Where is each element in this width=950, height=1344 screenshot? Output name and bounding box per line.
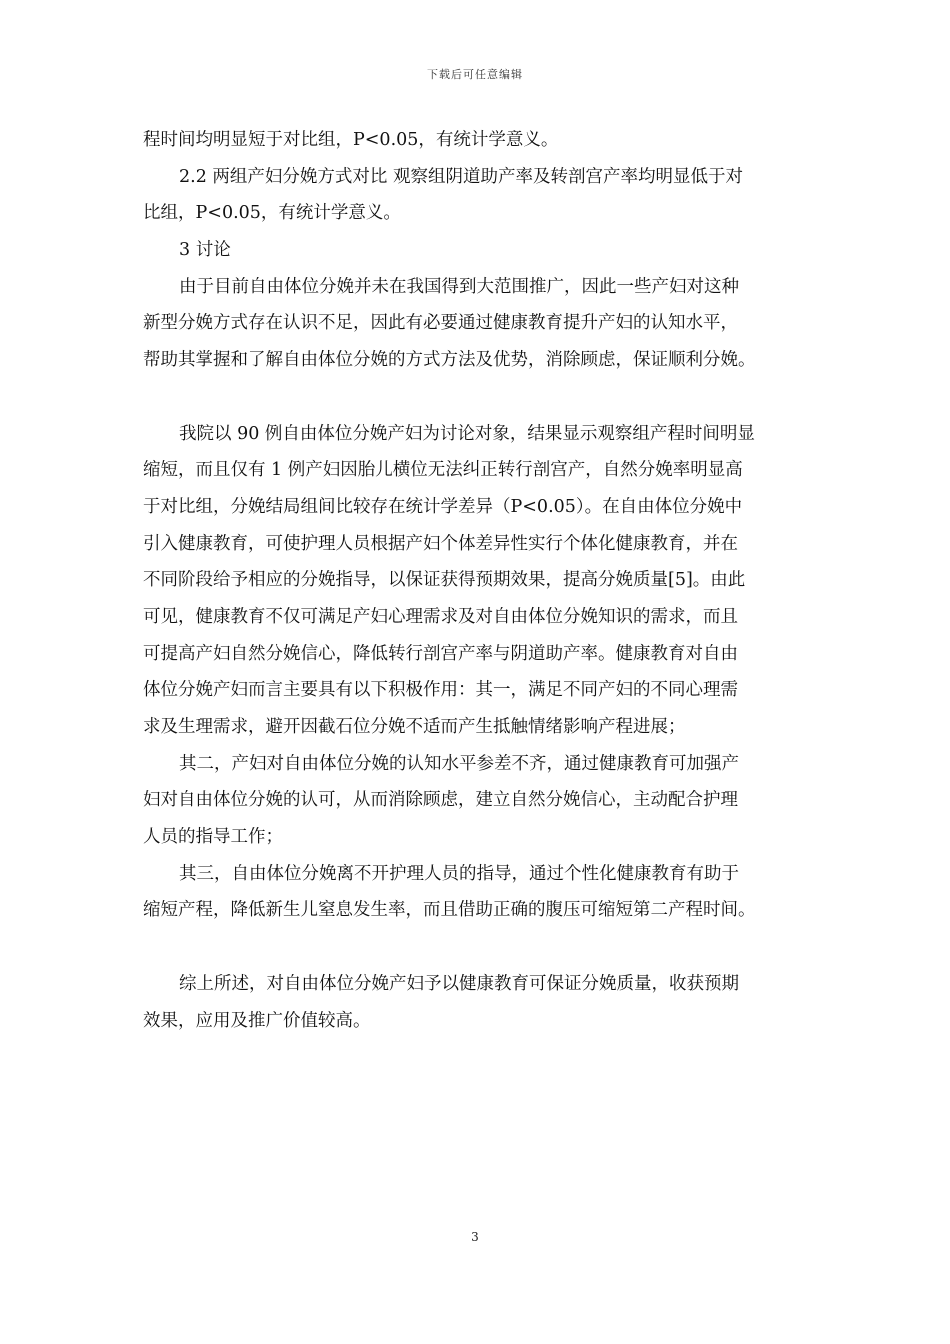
text-line: 于对比组，分娩结局组间比较存在统计学差异（P<0.05）。在自由体位分娩中: [143, 496, 743, 517]
text-line: 效果，应用及推广价值较高。: [143, 1010, 371, 1031]
text-line: 比组，P<0.05，有统计学意义。: [143, 203, 401, 224]
page-header: 下载后可任意编辑: [427, 68, 523, 81]
text-line: 由于目前自由体位分娩并未在我国得到大范围推广，因此一些产妇对这种: [179, 276, 739, 297]
text-line: 程时间均明显短于对比组，P<0.05，有统计学意义。: [143, 130, 559, 150]
text-line: 缩短产程，降低新生儿窒息发生率，而且借助正确的腹压可缩短第二产程时间。: [143, 900, 756, 921]
section-heading-discussion: 3 讨论: [179, 240, 231, 261]
document-body: [143, 122, 819, 1039]
text-line: 可见，健康教育不仅可满足产妇心理需求及对自由体位分娩知识的需求，而且: [143, 606, 738, 627]
text-line: 引入健康教育，可使护理人员根据产妇个体差异性实行个体化健康教育，并在: [143, 533, 738, 554]
text-line: 帮助其掌握和了解自由体位分娩的方式方法及优势，消除顾虑，保证顺利分娩。: [143, 350, 756, 371]
section-heading-2-2: 2.2 两组产妇分娩方式对比 观察组阴道助产率及转剖宫产率均明显低于对: [179, 166, 743, 187]
text-line: 人员的指导工作；: [143, 827, 283, 848]
paragraph-gap: [143, 379, 819, 416]
text-line: 体位分娩产妇而言主要具有以下积极作用：其一，满足不同产妇的不同心理需: [143, 680, 738, 701]
text-line: 缩短，而且仅有 1 例产妇因胎儿横位无法纠正转行剖宫产，自然分娩率明显高: [143, 460, 743, 481]
text-line: 可提高产妇自然分娩信心，降低转行剖宫产率与阴道助产率。健康教育对自由: [143, 643, 738, 664]
text-line: 综上所述，对自由体位分娩产妇予以健康教育可保证分娩质量，收获预期: [179, 973, 739, 994]
text-line: 妇对自由体位分娩的认可，从而消除顾虑，建立自然分娩信心，主动配合护理: [143, 790, 738, 811]
page-number: 3: [471, 1230, 479, 1244]
text-line: 我院以 90 例自由体位分娩产妇为讨论对象，结果显示观察组产程时间明显: [179, 423, 755, 444]
text-line: 新型分娩方式存在认识不足，因此有必要通过健康教育提升产妇的认知水平，: [143, 313, 738, 334]
text-line: 其三，自由体位分娩离不开护理人员的指导，通过个性化健康教育有助于: [179, 863, 739, 884]
text-line: 不同阶段给予相应的分娩指导，以保证获得预期效果，提高分娩质量[5]。由此: [143, 570, 746, 591]
text-line: 求及生理需求，避开因截石位分娩不适而产生抵触情绪影响产程进展；: [143, 717, 686, 737]
paragraph-gap: [143, 929, 819, 966]
text-line: 其二，产妇对自由体位分娩的认知水平参差不齐，通过健康教育可加强产: [179, 753, 739, 774]
